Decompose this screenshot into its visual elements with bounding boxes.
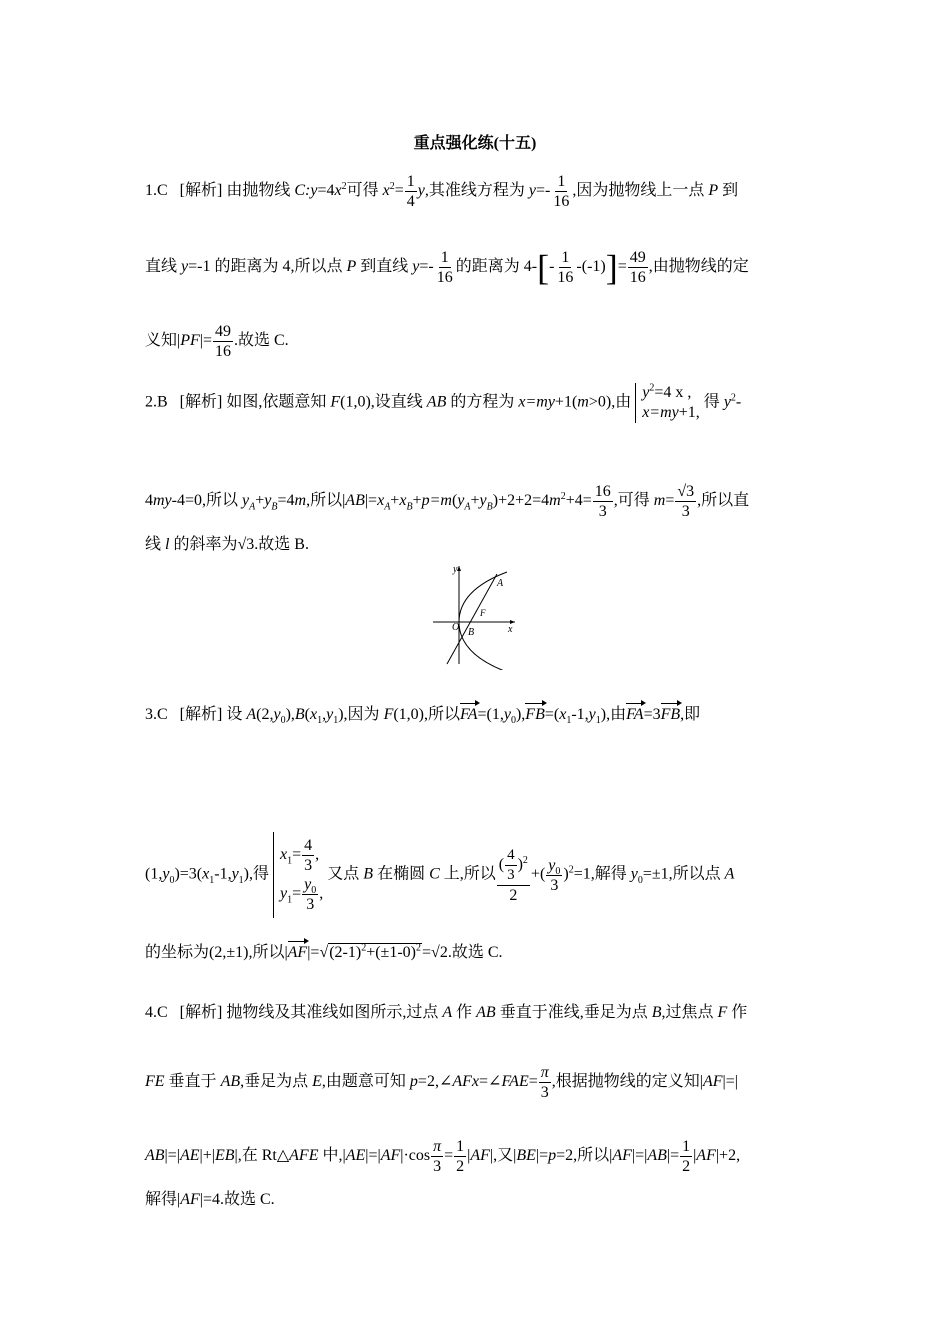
text: FE	[145, 1073, 165, 1091]
text: |=	[364, 492, 378, 510]
text: m	[577, 393, 589, 411]
text: (1,0),设直线	[340, 393, 427, 411]
text: |=	[535, 1147, 549, 1165]
text: 的坐标为(2,±1),所以|	[145, 944, 288, 961]
text: C	[429, 865, 440, 883]
fraction: $\frac{y_0}{3}$	[304, 876, 317, 913]
equation-system: $y^2=4$ x , x=my+1,	[635, 383, 700, 423]
text: ),由	[600, 706, 627, 723]
text: ,由抛物线的定	[648, 258, 749, 276]
text: 直线	[145, 258, 182, 276]
text: A	[442, 1004, 453, 1021]
text: .故选 C.	[447, 944, 503, 961]
text: =	[665, 492, 675, 510]
fraction: $\frac{4}{3}$	[304, 837, 313, 874]
q1-line-1: 1.C [解析] 由抛物线 $C:y=4x^2$可得 $x^2=$ $\frac{1}{4}$ y,其准线方程为 y=- $\frac{1}{16}$ ,因为抛物线上一点 P 到	[145, 173, 739, 210]
q4-line-1	[145, 1003, 747, 1023]
text: AB	[647, 1147, 667, 1165]
text: (	[304, 706, 310, 723]
text: |=|	[631, 1147, 648, 1165]
vector-FB: FB	[525, 706, 545, 723]
text: )+2+2=4	[492, 492, 550, 510]
q4-line-3	[145, 1137, 740, 1176]
fraction: $\frac{1}{16}$	[436, 249, 453, 286]
text: x=my	[518, 393, 555, 411]
text: AE	[179, 1147, 200, 1165]
text: √3	[237, 536, 255, 553]
q2-line-1: 2.B [解析] 如图,依题意知 F(1,0),设直线 AB 的方程为 x=my+1(m>0),由 $y^2=4$ x , x=my+1, 得 $y^2-$	[145, 382, 742, 421]
parabola-diagram	[425, 560, 525, 670]
text: x	[334, 182, 342, 200]
line-l	[447, 574, 497, 664]
text: 作	[727, 1004, 748, 1021]
x-label: x	[508, 624, 513, 635]
text: PF	[180, 332, 200, 350]
text: ,可得	[613, 492, 654, 510]
text: m	[653, 492, 666, 510]
text: AB	[220, 1073, 241, 1091]
fraction: $\frac{1}{4}$	[406, 173, 415, 210]
text: .故选 B.	[254, 536, 309, 553]
text: +1(	[554, 393, 578, 411]
text: |=|	[164, 1147, 180, 1165]
text: =	[528, 1073, 538, 1091]
text: |,又|	[489, 1147, 517, 1165]
point-F-label: F	[480, 608, 486, 618]
text: |=	[199, 332, 212, 350]
fraction: $\frac{49}{16}$	[215, 323, 231, 360]
text: =2,∠	[417, 1073, 453, 1091]
text: =4	[317, 182, 335, 200]
text: 在椭圆	[373, 865, 430, 883]
text: 垂直于	[164, 1073, 221, 1091]
y-axis-arrow	[457, 566, 461, 571]
text: AF	[380, 1147, 401, 1165]
text: ,由题意可知	[321, 1073, 410, 1091]
text: A	[246, 706, 257, 723]
text: -(-1)	[576, 258, 606, 276]
text: AF	[470, 1147, 490, 1165]
q2-line-2: 4my-4=0,所以 $y_A+y_B=4m$,所以$|AB|=x_A+x_B+p=m(y_A+y_B)+2+2=4m^2+4=$ $\frac{16}{3}$ ,可得 m= $\frac{√3}{3}$ ,所以直	[145, 483, 750, 520]
text: =-1 的距离为 4,所以点	[188, 258, 347, 276]
point-B-label: B	[468, 627, 475, 638]
text: 解得|	[145, 1191, 181, 1208]
text: |=	[307, 944, 320, 961]
vector-FB: FB	[660, 706, 681, 723]
q4-line-2	[145, 1063, 738, 1102]
text: -1,	[571, 706, 589, 723]
sqrt: $√(2-1)^2+(\pm 1-0)^2$	[319, 942, 421, 961]
text: ,其准线方程为	[424, 182, 529, 200]
vector-FA: FA	[626, 706, 644, 723]
text: |+|	[199, 1147, 215, 1165]
text: 到	[718, 182, 739, 200]
text: |=|	[722, 1073, 738, 1091]
text: =3	[643, 706, 661, 723]
text: √2	[431, 944, 448, 961]
text: =2,所以|	[556, 1147, 613, 1165]
fraction: $\frac{1}{16}$	[557, 249, 574, 286]
y-label: y	[453, 564, 458, 575]
text: (1,0),所以	[393, 706, 461, 723]
text: ),	[515, 706, 526, 723]
text: (2,	[256, 706, 274, 723]
text: .故选 C.	[234, 332, 289, 350]
text: AB	[145, 1147, 165, 1165]
text: +	[412, 492, 422, 510]
text: |·cos	[400, 1147, 431, 1165]
text: 4	[145, 492, 153, 510]
text: ),得	[243, 865, 270, 883]
text: -1,	[214, 865, 232, 883]
text: 义知|	[145, 332, 181, 350]
text: ,根据抛物线的定义知|	[551, 1073, 703, 1091]
q2-line-3	[145, 535, 309, 555]
text: ,所以|	[306, 492, 346, 510]
text: |=	[666, 1147, 680, 1165]
text: p	[409, 1073, 418, 1091]
text: y	[417, 182, 425, 200]
text: (1,	[145, 865, 163, 883]
parabola-figure	[425, 560, 525, 670]
fraction: $\frac{49}{16}$	[629, 249, 646, 286]
equation-system: $x_1=$ $\frac{4}{3}$ , $y_1=$ $\frac{y_0}{3}$ ,	[273, 832, 323, 918]
vector-AF: AF	[287, 944, 308, 961]
fraction: $\frac{\pi}{3}$	[540, 1064, 549, 1101]
text: F	[330, 393, 341, 411]
text: |=|	[365, 1147, 381, 1165]
text: A	[724, 865, 735, 883]
text: AB	[476, 1004, 496, 1021]
fraction: $\frac{y_0}{3}$	[548, 856, 561, 894]
text: B	[651, 1004, 662, 1021]
vector-FA: FA	[460, 706, 478, 723]
fraction: $\frac{\pi}{3}$	[433, 1138, 442, 1175]
text: )=3(	[174, 865, 203, 883]
text: 3.C [解析] 设	[145, 706, 247, 723]
text: AF	[180, 1191, 200, 1208]
q4-line-4	[145, 1190, 275, 1210]
text: -	[735, 393, 742, 411]
text: C:y	[294, 182, 318, 200]
text: 4.C [解析] 抛物线及其准线如图所示,过点	[145, 1004, 443, 1021]
fraction: ( $\frac{4}{3}$ )$^2$ 2	[498, 846, 528, 904]
text: ,垂足为点	[240, 1073, 313, 1091]
text: AFx	[452, 1073, 480, 1091]
text: ,因为抛物线上一点	[572, 182, 709, 200]
text: AF	[702, 1073, 723, 1091]
text: ),因为	[338, 706, 384, 723]
text: 作	[452, 1004, 477, 1021]
text: AB	[426, 393, 447, 411]
text: =±1,所以点	[642, 865, 725, 883]
fraction: $\frac{16}{3}$	[594, 483, 611, 520]
page-title: 重点强化练(十五)	[413, 135, 537, 152]
q1-line-3	[145, 322, 289, 361]
text: 2.B [解析] 如图,依题意知	[145, 393, 331, 411]
text: AF	[612, 1147, 632, 1165]
text: >0),由	[588, 393, 632, 411]
text: |	[693, 1147, 697, 1165]
text: 垂直于准线,垂足为点	[495, 1004, 652, 1021]
text: ,过焦点	[661, 1004, 718, 1021]
text: 线	[145, 536, 166, 553]
point-A-label: A	[497, 578, 504, 589]
text: =(1,	[477, 706, 504, 723]
q3-line-3	[145, 943, 503, 963]
text: B	[363, 865, 374, 883]
text: |	[467, 1147, 471, 1165]
text: FAE	[501, 1073, 529, 1091]
text: =	[422, 944, 432, 961]
text: 中,|	[318, 1147, 346, 1165]
text: l	[165, 536, 170, 553]
fraction: $\frac{1}{2}$	[682, 1138, 691, 1175]
text: EB	[214, 1147, 235, 1165]
text: =∠	[479, 1073, 502, 1091]
text: =(	[544, 706, 560, 723]
origin-label: O	[452, 622, 460, 633]
text: my	[153, 492, 172, 510]
text: E	[312, 1073, 322, 1091]
text: ),	[285, 706, 295, 723]
text: |,在 Rt△	[234, 1147, 290, 1165]
text: F	[717, 1004, 728, 1021]
text: +4=	[565, 492, 592, 510]
text: AFE	[289, 1147, 319, 1165]
text: 可得	[346, 182, 383, 200]
text: AE	[345, 1147, 366, 1165]
text: 上,所以	[439, 865, 496, 883]
text: =4	[277, 492, 295, 510]
text: p	[548, 1147, 557, 1165]
text: 得	[699, 393, 724, 411]
text: =	[444, 1147, 454, 1165]
text: p=m	[421, 492, 452, 510]
text: ,即	[680, 706, 701, 723]
q3-line-1: 3.C [解析] 设 $A(2,y_0),B(x_1,y_1)$,因为 F(1,0),所以$FA=(1,y_0),FB=(x_1-1,y_1)$,由FA=3FB,即	[145, 706, 701, 727]
text: |+2,	[715, 1147, 741, 1165]
text: 的距离为 4-	[455, 258, 538, 276]
text: -4=0,所以	[171, 492, 243, 510]
q1-line-2: 直线 y=-1 的距离为 4,所以点 P 到直线 y=- $\frac{1}{16}$ 的距离为 4-[- $\frac{1}{16}$ -(-1)]= $\frac{49}{16}$ ,由抛物线的定	[145, 247, 749, 288]
text: 的方程为	[446, 393, 519, 411]
text: +	[390, 492, 400, 510]
text: 到直线	[356, 258, 413, 276]
text: 又点	[323, 865, 364, 883]
text: AF	[696, 1147, 716, 1165]
text: 的斜率为	[169, 536, 238, 553]
text: F	[383, 706, 394, 723]
text: 1.C [解析] 由抛物线	[145, 182, 295, 200]
text: m	[294, 492, 307, 510]
text: =1,解得	[573, 865, 631, 883]
fraction: $\frac{√3}{3}$	[677, 483, 695, 520]
q3-line-2: $(1,y_0)=3(x_1-1,y_1)$,得 $x_1=$ $\frac{4}{3}$ , $y_1=$ $\frac{y_0}{3}$ , 又点 B 在椭圆 C 上,所以 ( $\frac{4}{3}$ )$^2$ 2 +( $\frac{y_0}{3}$ )$^2$=1,解得 $y_0=\pm 1$,所以点 A	[145, 832, 734, 918]
text: |=4.故选 C.	[199, 1191, 275, 1208]
fraction: $\frac{1}{16}$	[553, 173, 570, 210]
text: B	[294, 706, 305, 723]
text: BE	[516, 1147, 536, 1165]
text: ,所以直	[697, 492, 750, 510]
fraction: $\frac{1}{2}$	[456, 1138, 465, 1175]
